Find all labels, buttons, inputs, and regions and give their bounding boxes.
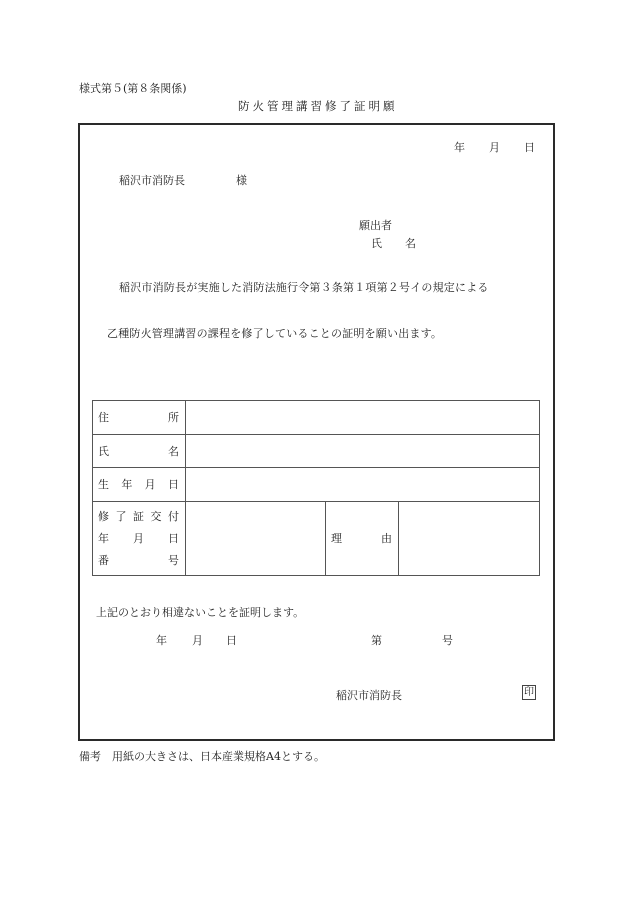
label-char: 付 [168,510,179,524]
label-char: 住 [98,411,109,425]
request-text-line2: 乙種防火管理講習の課程を修了していることの証明を願い出ます。 [107,327,443,340]
table-row-issue [93,501,540,575]
table-row-address [93,401,540,435]
reason-label [326,501,399,575]
issuer: 稲沢市消防長 [336,689,402,702]
application-date-day: 日 [524,141,535,154]
form-title: 防火管理講習修了証明願 [238,99,398,113]
label-char: 了 [115,510,127,524]
label-char: 日 [168,532,179,546]
certificate-number-suffix: 号 [442,634,453,647]
seal-icon: 印 [524,687,534,698]
certification-date-day: 日 [226,634,237,647]
label-char: 号 [168,554,179,568]
certification-date-year: 年 [156,634,167,647]
application-date-year: 年 [454,141,465,154]
applicant-label: 願出者 [359,219,392,232]
label-char: 修 [98,510,109,524]
address-label [93,401,186,435]
form-number: 様式第５(第８条関係) [79,82,187,95]
certification-date-month: 月 [192,634,203,647]
birthdate-field[interactable] [186,468,540,502]
label-char: 交 [150,510,162,524]
table-row-name [93,434,540,468]
label-char: 理 [331,532,342,546]
certification-statement: 上記のとおり相違ないことを証明します。 [96,606,305,619]
label-char: 年 [121,478,133,492]
label-char: 名 [168,444,179,458]
name-label [93,434,186,468]
request-text-line1: 稲沢市消防長が実施した消防法施行令第３条第１項第２号イの規定による [119,281,489,294]
addressee-honorific: 様 [236,174,247,187]
table-row-birthdate [93,468,540,502]
label-char: 生 [98,478,109,492]
label-char: 氏 [98,444,109,458]
name-field[interactable] [186,434,540,468]
label-char: 月 [144,478,156,492]
label-char: 証 [133,510,144,524]
application-date-month: 月 [489,141,500,154]
addressee: 稲沢市消防長 [119,174,185,187]
label-char: 由 [381,532,392,546]
certificate-number-prefix: 第 [371,634,382,647]
certificate-info-table [92,400,540,576]
label-char: 所 [168,411,179,425]
reason-field[interactable] [399,501,540,575]
issue-date-number-field[interactable] [186,501,326,575]
address-field[interactable] [186,401,540,435]
remarks-label: 備考 [79,750,101,763]
label-char: 月 [133,532,144,546]
remarks-text: 用紙の大きさは、日本産業規格A4とする。 [112,750,325,763]
applicant-name-label: 氏 名 [371,237,422,250]
label-char: 番 [98,554,109,568]
birthdate-label [93,468,186,502]
issue-date-number-label [93,501,186,575]
label-char: 日 [167,478,179,492]
label-char: 年 [98,532,109,546]
